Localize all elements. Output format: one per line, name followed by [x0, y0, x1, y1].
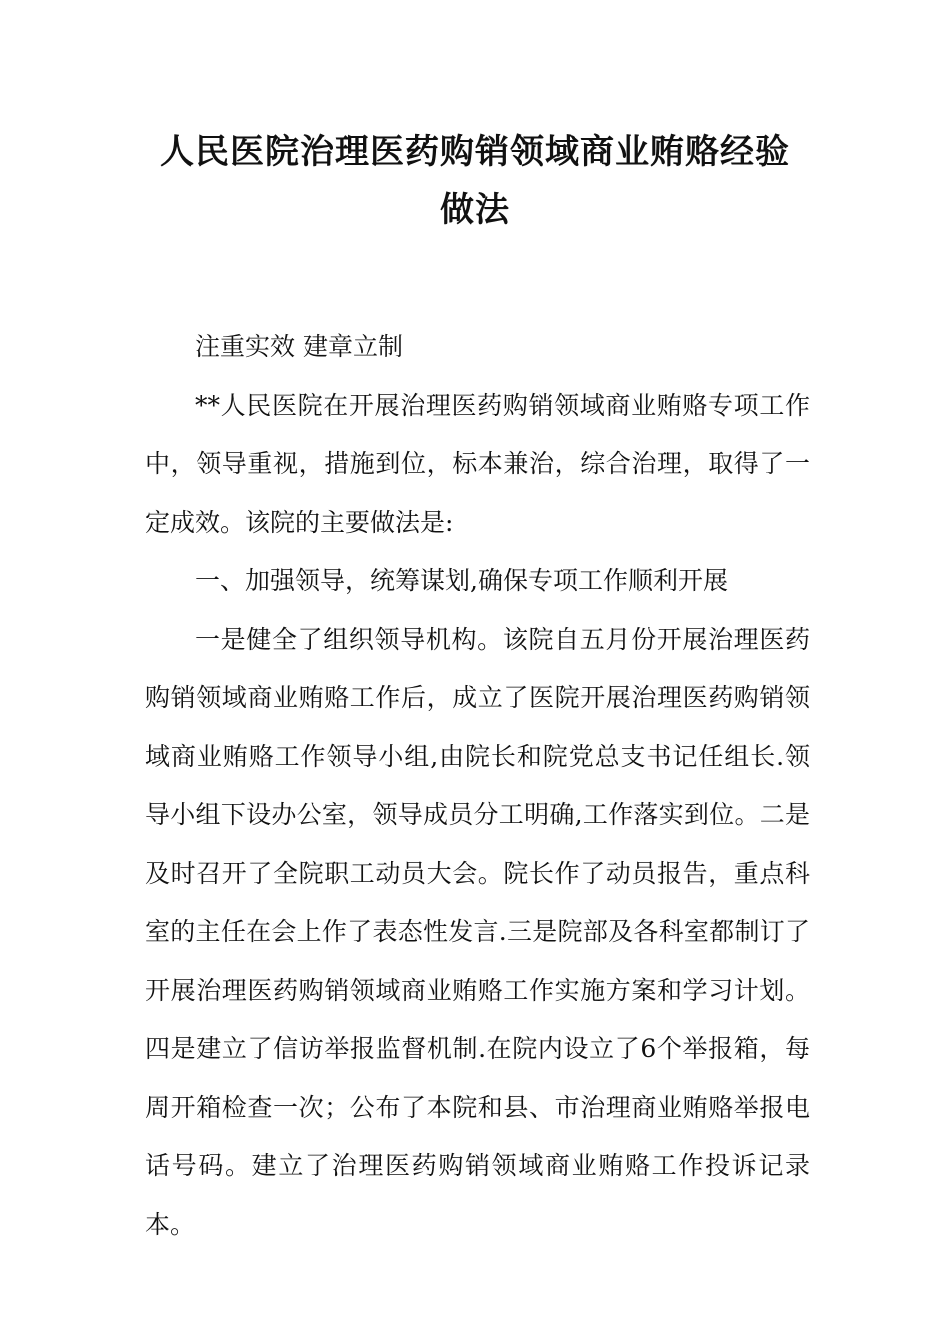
document-title-line-1: 人民医院治理医药购销领域商业贿赂经验	[160, 132, 790, 172]
subsection-heading: 一、加强领导，统筹谋划,确保专项工作顺利开展	[195, 566, 728, 595]
intro-paragraph: **人民医院在开展治理医药购销领域商业贿赂专项工作中，领导重视，措施到位，标本兼治，综合治理，取得了一定成效。该院的主要做法是:	[145, 390, 810, 537]
document-body	[145, 318, 810, 1254]
document-title-line-2: 做法	[440, 190, 510, 230]
section-heading: 注重实效 建章立制	[195, 332, 403, 361]
body-paragraph: 一是健全了组织领导机构。该院自五月份开展治理医药购销领域商业贿赂工作后，成立了医院开展治理医药购销领域商业贿赂工作领导小组,由院长和院党总支书记任组长.领导小组下设办公室，领导成员分工明确,工作落实到位。二是及时召开了全院职工动员大会。院长作了动员报告，重点科室的主任在会上作了表态性发言.三是院部及各科室都制订了开展治理医药购销领域商业贿赂工作实施方案和学习计划。四是建立了信访举报监督机制.在院内设立了6个举报箱，每周开箱检查一次；公布了本院和县、市治理商业贿赂举报电话号码。建立了治理医药购销领域商业贿赂工作投诉记录本。	[145, 624, 810, 1239]
